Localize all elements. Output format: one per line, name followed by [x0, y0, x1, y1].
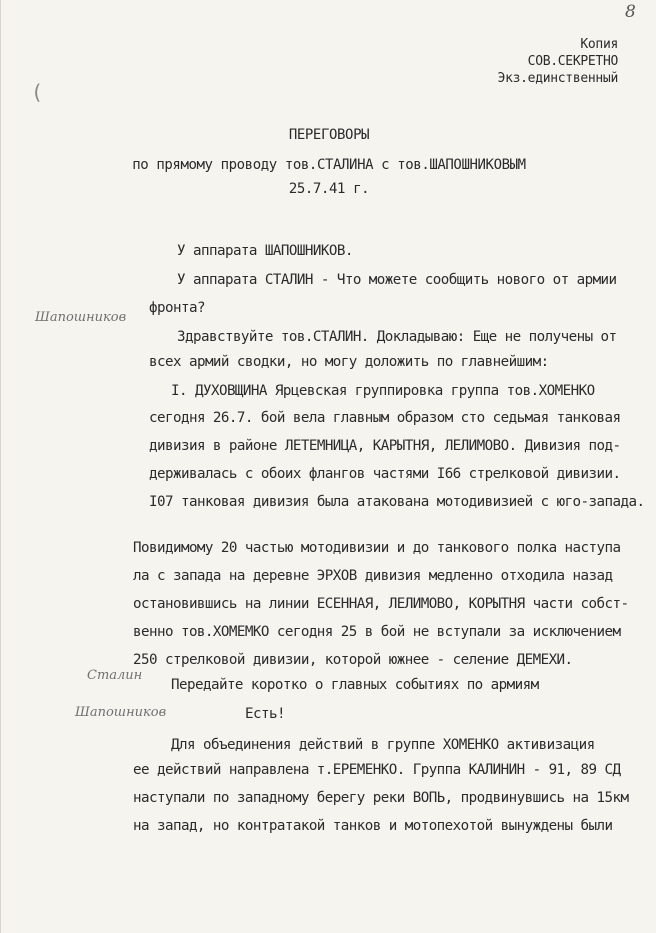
text-line: Для объединения действий в группе ХОМЕНКО активизация	[171, 737, 595, 753]
stamp-secret: СОВ.СЕКРЕТНО	[527, 54, 618, 69]
text-line: I07 танковая дивизия была атакована мотодивизией с юго-запада.	[149, 494, 645, 510]
text-line: всех армий сводки, но могу доложить по главнейшим:	[149, 354, 549, 370]
margin-mark: (	[31, 80, 44, 104]
text-line: Передайте коротко о главных событиях по армиям	[171, 677, 539, 693]
text-line: ла с запада на деревне ЭРХОВ дивизия медленно отходила назад	[133, 568, 613, 584]
document-date: 25.7.41 г.	[288, 181, 370, 197]
margin-note-3: Шапошников	[75, 705, 167, 720]
text-line: ее действий направлена т.ЕРЕМЕНКО. Группа КАЛИНИН - 91, 89 СД	[133, 762, 621, 778]
stamp-single-copy: Экз.единственный	[497, 71, 618, 86]
text-line: I. ДУХОВЩИНА Ярцевская группировка группа тов.ХОМЕНКО	[171, 383, 595, 399]
text-line: фронта?	[149, 300, 205, 316]
document-title: ПЕРЕГОВОРЫ	[288, 127, 370, 143]
text-line: на запад, но контратакой танков и мотопехотой вынуждены были	[133, 818, 613, 834]
text-line: Повидимому 20 частью мотодивизии и до танкового полка наступа	[133, 540, 621, 556]
margin-note-2: Сталин	[87, 668, 143, 683]
text-line: У аппарата СТАЛИН - Что можете сообщить нового от армии	[177, 272, 617, 288]
text-line: У аппарата ШАПОШНИКОВ.	[177, 243, 353, 259]
text-line: 250 стрелковой дивизии, которой южнее - селение ДЕМЕХИ.	[133, 652, 573, 668]
margin-note-1: Шапошников	[35, 310, 127, 325]
text-line: остановившись на линии ЕСЕННАЯ, ЛЕЛИМОВО, КОРЫТНЯ части собст-	[133, 596, 629, 612]
document-subtitle: по прямому проводу тов.СТАЛИНА с тов.ШАПОШНИКОВЫМ	[132, 157, 526, 173]
classification-stamp	[498, 36, 618, 87]
stamp-copy: Копия	[580, 37, 618, 52]
text-line: Есть!	[245, 706, 285, 722]
page-number: 8	[625, 2, 636, 22]
text-line: сегодня 26.7. бой вела главным образом сто седьмая танковая	[149, 410, 621, 426]
text-line: наступали по западному берегу реки ВОПЬ, продвинувшись на 15км	[133, 790, 629, 806]
text-line: Здравствуйте тов.СТАЛИН. Докладываю: Еще не получены от	[177, 329, 617, 345]
text-line: дивизия в районе ЛЕТЕМНИЦА, КАРЫТНЯ, ЛЕЛИМОВО. Дивизия под-	[149, 438, 621, 454]
text-line: венно тов.ХОМЕМКО сегодня 25 в бой не вступали за исключением	[133, 624, 621, 640]
text-line: держивалась с обоих флангов частями I66 стрелковой дивизии.	[149, 466, 621, 482]
